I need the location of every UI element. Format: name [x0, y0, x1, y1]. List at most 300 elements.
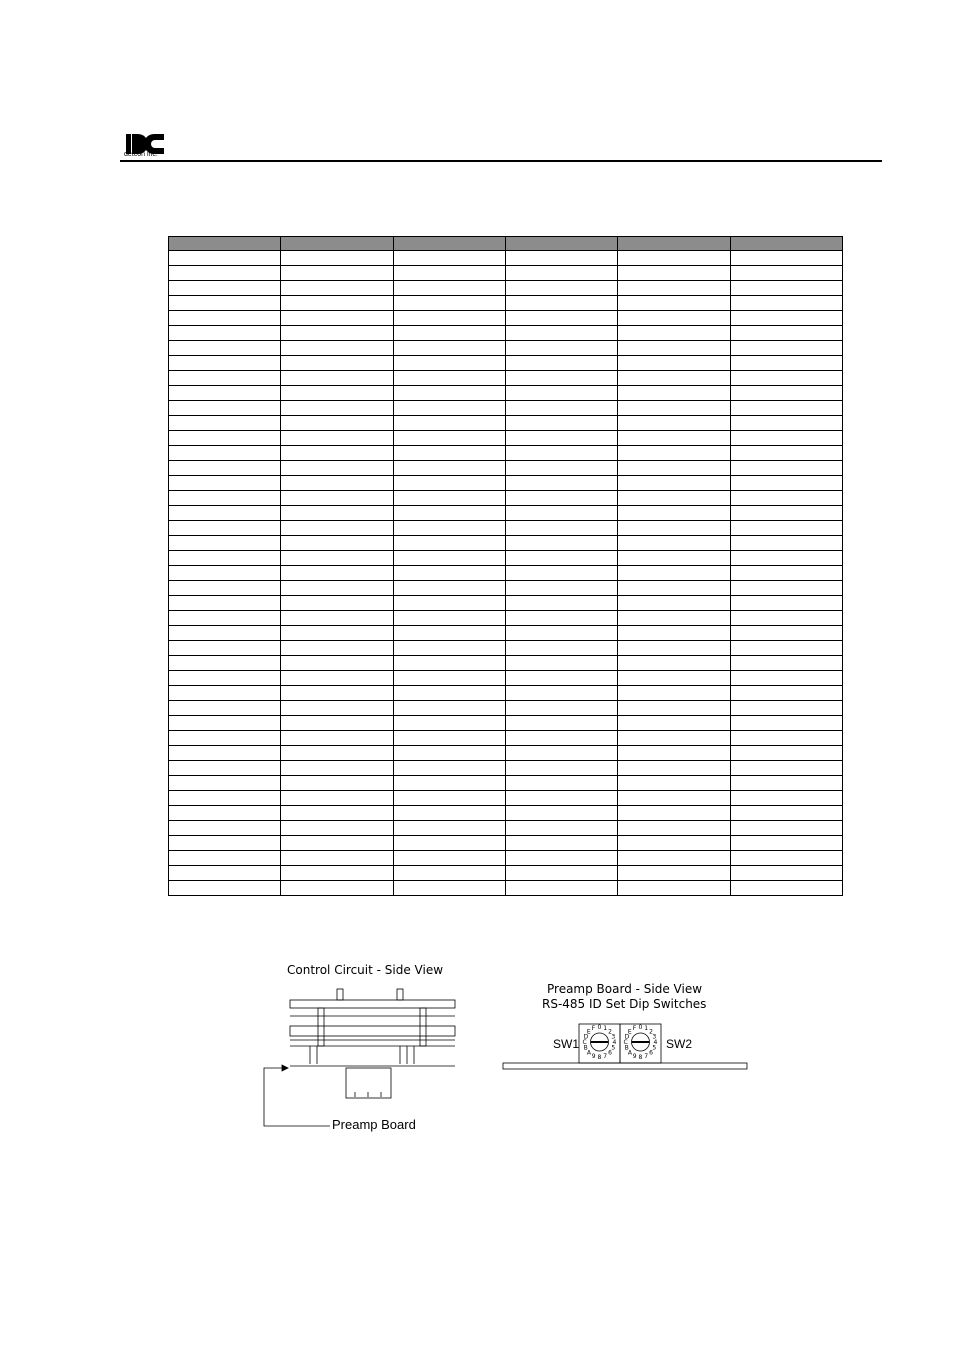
table-cell	[281, 701, 393, 716]
table-cell	[393, 731, 505, 746]
table-cell	[730, 251, 842, 266]
table-row	[169, 656, 843, 671]
dial-digit: 4	[612, 1039, 617, 1046]
logo-text: detcon inc.	[124, 151, 158, 158]
dial-digit: 2	[608, 1028, 612, 1036]
table-cell	[169, 296, 281, 311]
table-cell	[730, 461, 842, 476]
table-cell	[618, 386, 730, 401]
table-cell	[730, 761, 842, 776]
table-cell	[618, 701, 730, 716]
dial-digit: 7	[644, 1052, 649, 1060]
table-cell	[618, 281, 730, 296]
table-cell	[393, 461, 505, 476]
dial-digit: 1	[603, 1025, 608, 1033]
table-cell	[505, 506, 617, 521]
table-cell	[281, 791, 393, 806]
table-cell	[169, 491, 281, 506]
table-cell	[169, 416, 281, 431]
table-header-cell	[730, 237, 842, 251]
table-cell	[618, 566, 730, 581]
table-cell	[281, 326, 393, 341]
table-cell	[618, 551, 730, 566]
table-cell	[169, 821, 281, 836]
table-cell	[618, 686, 730, 701]
table-cell	[730, 311, 842, 326]
table-cell	[618, 791, 730, 806]
table-cell	[730, 476, 842, 491]
table-cell	[393, 476, 505, 491]
table-cell	[393, 866, 505, 881]
table-cell	[393, 596, 505, 611]
preamp-board-drawing	[500, 980, 750, 1080]
table-row	[169, 296, 843, 311]
table-cell	[169, 431, 281, 446]
table-cell	[169, 476, 281, 491]
table-cell	[169, 356, 281, 371]
table-cell	[281, 431, 393, 446]
table-cell	[618, 671, 730, 686]
table-row	[169, 506, 843, 521]
table-cell	[505, 881, 617, 896]
table-cell	[618, 371, 730, 386]
table-cell	[730, 401, 842, 416]
table-cell	[618, 596, 730, 611]
table-cell	[169, 611, 281, 626]
table-cell	[169, 596, 281, 611]
table-cell	[618, 461, 730, 476]
dial-digit: B	[583, 1044, 588, 1052]
table-cell	[393, 401, 505, 416]
table-cell	[393, 311, 505, 326]
table-cell	[393, 851, 505, 866]
table-cell	[618, 641, 730, 656]
table-body	[169, 251, 843, 896]
table-cell	[505, 836, 617, 851]
table-cell	[281, 656, 393, 671]
table-header-cell	[393, 237, 505, 251]
dial-digit: B	[624, 1044, 629, 1052]
table-cell	[281, 446, 393, 461]
table-cell	[730, 446, 842, 461]
table-cell	[505, 461, 617, 476]
table-cell	[393, 671, 505, 686]
table-cell	[618, 821, 730, 836]
table-cell	[281, 371, 393, 386]
table-cell	[169, 851, 281, 866]
table-cell	[618, 851, 730, 866]
table-cell	[730, 776, 842, 791]
table-row	[169, 791, 843, 806]
table-cell	[169, 536, 281, 551]
preamp-board-label: Preamp Board	[332, 1117, 416, 1132]
table-row	[169, 806, 843, 821]
table-cell	[281, 626, 393, 641]
table-cell	[281, 461, 393, 476]
table-cell	[730, 686, 842, 701]
table-cell	[505, 626, 617, 641]
table-cell	[281, 521, 393, 536]
table-cell	[505, 746, 617, 761]
table-cell	[505, 446, 617, 461]
table-cell	[393, 806, 505, 821]
dial-digit: F	[632, 1025, 637, 1033]
table-cell	[505, 791, 617, 806]
table-cell	[505, 641, 617, 656]
table-cell	[505, 761, 617, 776]
table-cell	[505, 671, 617, 686]
table-cell	[730, 371, 842, 386]
dial-digit: 7	[603, 1052, 608, 1060]
table-cell	[169, 341, 281, 356]
table-row	[169, 851, 843, 866]
table-row	[169, 821, 843, 836]
table-row	[169, 836, 843, 851]
table-cell	[281, 611, 393, 626]
table-cell	[618, 611, 730, 626]
dial-digit: C	[623, 1039, 628, 1046]
table-row	[169, 611, 843, 626]
table-cell	[618, 446, 730, 461]
table-cell	[618, 506, 730, 521]
table-cell	[505, 266, 617, 281]
table-row	[169, 731, 843, 746]
table-cell	[618, 266, 730, 281]
dial-digit: 6	[608, 1049, 612, 1057]
table-cell	[169, 521, 281, 536]
table-cell	[505, 551, 617, 566]
table-cell	[505, 851, 617, 866]
table-cell	[281, 671, 393, 686]
table-cell	[281, 806, 393, 821]
dial-digit: 1	[644, 1025, 649, 1033]
dial-digit: C	[582, 1039, 587, 1046]
table-cell	[618, 401, 730, 416]
control-circuit-figure	[260, 960, 460, 1140]
table-cell	[393, 821, 505, 836]
dial-digit: E	[586, 1028, 591, 1036]
table-row	[169, 386, 843, 401]
table-cell	[730, 431, 842, 446]
table-cell	[505, 776, 617, 791]
table-cell	[618, 431, 730, 446]
table-cell	[169, 251, 281, 266]
table-cell	[393, 506, 505, 521]
table-cell	[393, 536, 505, 551]
table-cell	[730, 296, 842, 311]
dial-digit: 8	[597, 1054, 602, 1061]
table-cell	[393, 386, 505, 401]
table-cell	[730, 536, 842, 551]
table-cell	[505, 296, 617, 311]
table-cell	[281, 836, 393, 851]
table-cell	[618, 521, 730, 536]
header-rule	[120, 160, 882, 162]
table-cell	[281, 551, 393, 566]
table-cell	[393, 416, 505, 431]
table-cell	[393, 641, 505, 656]
table-cell	[618, 881, 730, 896]
table-cell	[730, 851, 842, 866]
table-cell	[730, 281, 842, 296]
table-cell	[393, 686, 505, 701]
table-cell	[730, 806, 842, 821]
table-cell	[730, 581, 842, 596]
table-cell	[618, 581, 730, 596]
dial-digit: 6	[649, 1049, 653, 1057]
table-row	[169, 551, 843, 566]
table-row	[169, 641, 843, 656]
table-cell	[169, 836, 281, 851]
table-cell	[281, 851, 393, 866]
table-cell	[730, 641, 842, 656]
table-header-cell	[505, 237, 617, 251]
table-row	[169, 581, 843, 596]
dial-digit: 0	[597, 1024, 602, 1031]
table-cell	[281, 536, 393, 551]
sw1-label: SW1	[553, 1037, 580, 1051]
table-cell	[730, 416, 842, 431]
table-row	[169, 776, 843, 791]
table-cell	[730, 266, 842, 281]
table-cell	[730, 356, 842, 371]
table-row	[169, 686, 843, 701]
table-cell	[505, 401, 617, 416]
table-cell	[169, 731, 281, 746]
table-cell	[281, 251, 393, 266]
table-cell	[281, 581, 393, 596]
table-cell	[281, 641, 393, 656]
table-cell	[618, 776, 730, 791]
table-cell	[169, 746, 281, 761]
table-cell	[730, 611, 842, 626]
table-cell	[730, 881, 842, 896]
dial-digit: 8	[638, 1054, 643, 1061]
table-row	[169, 281, 843, 296]
table-cell	[618, 416, 730, 431]
table-row	[169, 671, 843, 686]
table-cell	[169, 386, 281, 401]
table-cell	[730, 566, 842, 581]
table-cell	[393, 566, 505, 581]
table-cell	[281, 506, 393, 521]
table-row	[169, 566, 843, 581]
table-cell	[393, 656, 505, 671]
table-row	[169, 701, 843, 716]
table-cell	[730, 551, 842, 566]
table-cell	[281, 281, 393, 296]
table-cell	[505, 686, 617, 701]
table-cell	[505, 581, 617, 596]
table-row	[169, 746, 843, 761]
table-cell	[730, 791, 842, 806]
table-row	[169, 401, 843, 416]
dial-digit: 0	[638, 1024, 643, 1031]
table-cell	[730, 866, 842, 881]
table-cell	[730, 656, 842, 671]
table-cell	[169, 266, 281, 281]
dial-digit: 2	[649, 1028, 653, 1036]
table-cell	[393, 521, 505, 536]
table-cell	[505, 476, 617, 491]
table-row	[169, 596, 843, 611]
table-row	[169, 536, 843, 551]
table-cell	[169, 506, 281, 521]
address-table	[168, 236, 843, 896]
table-cell	[730, 716, 842, 731]
table-cell	[618, 746, 730, 761]
table-row	[169, 341, 843, 356]
table-row	[169, 761, 843, 776]
table-cell	[505, 716, 617, 731]
table-row	[169, 416, 843, 431]
table-cell	[169, 761, 281, 776]
table-cell	[393, 776, 505, 791]
dial-digit: 3	[611, 1033, 616, 1041]
table-cell	[393, 281, 505, 296]
table-cell	[281, 491, 393, 506]
table-cell	[505, 356, 617, 371]
table-cell	[505, 416, 617, 431]
table-row	[169, 461, 843, 476]
table-cell	[169, 446, 281, 461]
table-cell	[618, 356, 730, 371]
table-cell	[393, 326, 505, 341]
table-cell	[505, 251, 617, 266]
table-cell	[393, 791, 505, 806]
table-cell	[618, 536, 730, 551]
table-cell	[505, 431, 617, 446]
table-cell	[281, 266, 393, 281]
control-circuit-title: Control Circuit - Side View	[287, 963, 444, 977]
table-cell	[505, 341, 617, 356]
table-cell	[169, 671, 281, 686]
table-cell	[505, 701, 617, 716]
table-cell	[281, 401, 393, 416]
table-row	[169, 866, 843, 881]
dial-digit: F	[591, 1025, 596, 1033]
table-cell	[618, 251, 730, 266]
table-cell	[730, 671, 842, 686]
table-cell	[281, 761, 393, 776]
table-cell	[169, 641, 281, 656]
table-cell	[505, 806, 617, 821]
table-row	[169, 476, 843, 491]
table-cell	[169, 686, 281, 701]
table-cell	[169, 626, 281, 641]
table-cell	[169, 776, 281, 791]
table-cell	[169, 716, 281, 731]
table-row	[169, 431, 843, 446]
table-cell	[505, 521, 617, 536]
table-cell	[730, 521, 842, 536]
table-cell	[393, 551, 505, 566]
table-cell	[505, 281, 617, 296]
table-cell	[618, 476, 730, 491]
table-cell	[281, 476, 393, 491]
table-cell	[618, 656, 730, 671]
table-cell	[618, 716, 730, 731]
table-cell	[505, 326, 617, 341]
table-cell	[505, 386, 617, 401]
table-cell	[393, 581, 505, 596]
table-cell	[281, 311, 393, 326]
table-cell	[393, 626, 505, 641]
table-cell	[393, 701, 505, 716]
sw2-label: SW2	[666, 1037, 693, 1051]
preamp-board-figure	[500, 980, 750, 1080]
table-cell	[169, 566, 281, 581]
table-header-cell	[281, 237, 393, 251]
table-cell	[618, 806, 730, 821]
table-cell	[618, 326, 730, 341]
table-cell	[393, 746, 505, 761]
table-cell	[393, 431, 505, 446]
table-cell	[281, 296, 393, 311]
table-cell	[393, 341, 505, 356]
table-header-cell	[618, 237, 730, 251]
table-cell	[281, 746, 393, 761]
table-cell	[618, 491, 730, 506]
table-row	[169, 446, 843, 461]
table-header-row	[169, 237, 843, 251]
table-cell	[730, 626, 842, 641]
table-cell	[618, 296, 730, 311]
table-cell	[169, 371, 281, 386]
table-cell	[730, 821, 842, 836]
table-cell	[393, 266, 505, 281]
table-cell	[505, 371, 617, 386]
table-cell	[169, 656, 281, 671]
table-cell	[730, 491, 842, 506]
dial-digit: 9	[591, 1052, 596, 1060]
table-cell	[281, 866, 393, 881]
table-cell	[281, 686, 393, 701]
table-cell	[393, 356, 505, 371]
table-cell	[618, 761, 730, 776]
table-cell	[281, 356, 393, 371]
table-cell	[393, 446, 505, 461]
table-row	[169, 881, 843, 896]
table-cell	[281, 716, 393, 731]
table-row	[169, 356, 843, 371]
table-cell	[505, 866, 617, 881]
table-cell	[505, 491, 617, 506]
table-cell	[618, 311, 730, 326]
table-cell	[505, 566, 617, 581]
table-cell	[505, 311, 617, 326]
table-cell	[393, 251, 505, 266]
table-cell	[393, 296, 505, 311]
preamp-board-title: Preamp Board - Side View	[547, 982, 703, 996]
table-cell	[505, 821, 617, 836]
table-cell	[730, 836, 842, 851]
table-row	[169, 371, 843, 386]
table-cell	[393, 716, 505, 731]
dial-digit: 4	[653, 1039, 658, 1046]
table-cell	[169, 791, 281, 806]
table-cell	[730, 341, 842, 356]
table-cell	[618, 626, 730, 641]
table-header-cell	[169, 237, 281, 251]
table-cell	[169, 326, 281, 341]
dial-digit: 5	[611, 1044, 616, 1052]
table-cell	[393, 611, 505, 626]
dip-switch-title: RS-485 ID Set Dip Switches	[542, 997, 707, 1011]
table-cell	[281, 821, 393, 836]
table-cell	[618, 341, 730, 356]
table-cell	[730, 506, 842, 521]
